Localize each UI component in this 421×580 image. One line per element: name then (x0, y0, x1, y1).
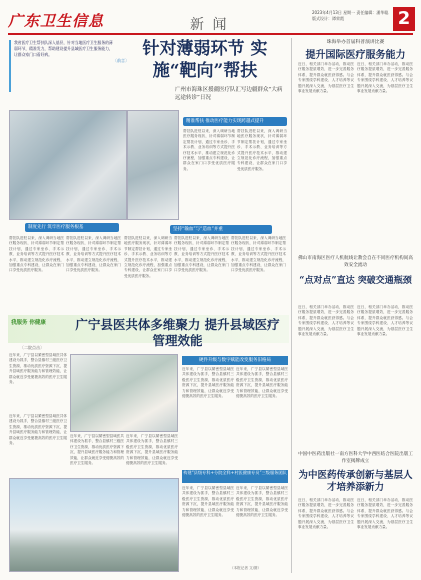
clinic-photo (127, 110, 179, 220)
right-body-col: 近日，相关部门举办活动，推动医疗服务提质增效，进一步完善服务体系，提升群众就医获得感。与会专家围绕学科建设、人才培养等议题开展深入交流，为基层医疗卫生事业发展贡献力量。 (357, 498, 413, 530)
lead-body-col: 帮扶队进驻以来，深入调研当地医疗服务现状，针对薄弱环节制定帮扶计划，通过专家坐诊、手术示教、业务培训等方式提升医疗技术水平，推动建立规范化诊疗流程，加强重点专科建设，让群众在家门口享受优质医疗服务。 (9, 236, 64, 273)
hospital-aerial-photo (9, 478, 179, 572)
band-tag: 我服务 你健康 (11, 320, 46, 326)
column-divider (291, 38, 292, 573)
lead-tag: 〔前言〕 (113, 58, 129, 63)
bottom-section-label-2: 构建“县级专科+分院全科+村医健康专员”三级服务团队 (182, 470, 288, 483)
right-kicker-2: 中国中医药出版社一南方医科大学中西医结合医院出版工作室揭牌成立 (298, 452, 413, 464)
right-headline-3: 为中医药传承创新与基层人才培养添新力 (298, 470, 413, 493)
bottom-body-col: 近年来，广宁县以紧密型县域医共体建设为抓手，整合县镇村三级医疗卫生资源，推动优质医疗资源下沉，提升县域医疗服务能力和管理效能，让群众就近享受便捷高效的医疗卫生服务。 (182, 367, 234, 399)
right-body-col: 近日，相关部门举办活动，推动医疗服务提质增效，进一步完善服务体系，提升群众就医获得感。与会专家围绕学科建设、人才培养等议题开展深入交流，为基层医疗卫生事业发展贡献力量。 (298, 498, 354, 530)
section-a-label: 制度先行 筑牢医疗服务根基 (25, 223, 119, 232)
right-kicker: 珠海举办首届科普演讲比赛 (326, 40, 385, 45)
medical-team-photo (9, 110, 127, 220)
right-body-col: 近日，相关部门举办活动，推动医疗服务提质增效，进一步完善服务体系，提升群众就医获得感。与会专家围绕学科建设、人才培养等议题开展深入交流，为基层医疗卫生事业发展贡献力量。 (298, 62, 354, 94)
right-body-col: 近日，相关部门举办活动，推动医疗服务提质增效，进一步完善服务体系，提升群众就医获得感。与会专家围绕学科建设、人才培养等议题开展深入交流，为基层医疗卫生事业发展贡献力量。 (357, 305, 413, 337)
lead-body-col: 帮扶队进驻以来，深入调研当地医疗服务现状，针对薄弱环节制定帮扶计划，通过专家坐诊、手术示教、业务培训等方式提升医疗技术水平，推动建立规范化诊疗流程，加强重点专科建设，让群众在家门口享受优质医疗服务。 (231, 236, 286, 273)
lead-headline: 针对薄弱环节 实施“靶向”帮扶 (142, 39, 268, 81)
bottom-body-col: 近年来，广宁县以紧密型县域医共体建设为抓手，整合县镇村三级医疗卫生资源，推动优质医疗资源下沉，提升县域医疗服务能力和管理效能，让群众就近享受便捷高效的医疗卫生服务。 (236, 486, 288, 518)
lead-body-col: 帮扶队进驻以来，深入调研当地医疗服务现状，针对薄弱环节制定帮扶计划，通过专家坐诊、手术示教、业务培训等方式提升医疗技术水平，推动建立规范化诊疗流程，加强重点专科建设，让群众在家门口享受优质医疗服务。 (174, 236, 229, 273)
section-c-label: 坚持“输血”与“造血”并重 (170, 225, 272, 234)
newspaper-logo: 广东卫生信息 (8, 12, 105, 30)
lead-intro: 我省医疗卫生帮扶队深入基层，针对当地医疗卫生服务的薄弱环节，精准发力，帮助建设提升县域医疗卫生服务能力，让群众家门口看好病。 (9, 40, 113, 92)
bottom-body-col: 近年来，广宁县以紧密型县域医共体建设为抓手，整合县镇村三级医疗卫生资源，推动优质医疗资源下沉，提升县域医疗服务能力和管理效能，让群众就近享受便捷高效的医疗卫生服务。 (9, 414, 67, 446)
bottom-body-col: 近年来，广宁县以紧密型县域医共体建设为抓手，整合县镇村三级医疗卫生资源，推动优质医疗资源下沉，提升县域医疗服务能力和管理效能，让群众就近享受便捷高效的医疗卫生服务。 (182, 486, 234, 518)
right-headline-2: “点对点”直达 突破交通瓶颈 (299, 276, 412, 286)
issue-meta: 2023年4月13日 星期一 责任编辑：潘华聪 版式设计：谭荣霞 (312, 10, 389, 21)
lead-body-col: 帮扶队进驻以来，深入调研当地医疗服务现状，针对薄弱环节制定帮扶计划，通过专家坐诊、手术示教、业务培训等方式提升医疗技术水平，推动建立规范化诊疗流程，加强重点专科建设，让群众在家门口享受优质医疗服务。 (183, 129, 235, 171)
bottom-headline: 广宁县医共体多维聚力 提升县域医疗管理效能 (75, 317, 280, 348)
section-title: 新 闻 (190, 17, 229, 33)
page-number-badge: 2 (393, 7, 415, 31)
right-body-col: 近日，相关部门举办活动，推动医疗服务提质增效，进一步完善服务体系，提升群众就医获得感。与会专家围绕学科建设、人才培养等议题开展深入交流，为基层医疗卫生事业发展贡献力量。 (298, 305, 354, 337)
bottom-body-col: 近年来，广宁县以紧密型县域医共体建设为抓手，整合县镇村三级医疗卫生资源，推动优质医疗资源下沉，提升县域医疗服务能力和管理效能，让群众就近享受便捷高效的医疗卫生服务。 (9, 353, 67, 385)
bottom-section-label-1: 硬件升级与数字赋能改变服务旧格局 (182, 356, 288, 365)
lead-body-col: 帮扶队进驻以来，深入调研当地医疗服务现状，针对薄弱环节制定帮扶计划，通过专家坐诊、手术示教、业务培训等方式提升医疗技术水平，推动建立规范化诊疗流程，加强重点专科建设，让群众在家门口享受优质医疗服务。 (66, 236, 121, 273)
bottom-body-col: 近年来，广宁县以紧密型县域医共体建设为抓手，整合县镇村三级医疗卫生资源，推动优质医疗资源下沉，提升县域医疗服务能力和管理效能，让群众就近享受便捷高效的医疗卫生服务。 (70, 434, 124, 466)
bottom-body-col: 近年来，广宁县以紧密型县域医共体建设为抓手，整合县镇村三级医疗卫生资源，推动优质医疗资源下沉，提升县域医疗服务能力和管理效能，让群众就近享受便捷高效的医疗卫生服务。 (236, 367, 288, 399)
right-headline-1: 提升国际医疗服务能力 (305, 50, 406, 61)
right-body-col: 近日，相关部门举办活动，推动医疗服务提质增效，进一步完善服务体系，提升群众就医获得感。与会专家围绕学科建设、人才培养等议题开展深入交流，为基层医疗卫生事业发展贡献力量。 (357, 62, 413, 94)
lead-subhead: 广州市海珠区援疆医疗队汇写边疆群众“大病远途转诊”日况 (175, 87, 283, 101)
band-author: 〔二院点击〕 (20, 345, 44, 350)
bottom-body-col: 近年来，广宁县以紧密型县域医共体建设为抓手，整合县镇村三级医疗卫生资源，推动优质医疗资源下沉，提升县域医疗服务能力和管理效能，让群众就近享受便捷高效的医疗卫生服务。 (126, 434, 178, 466)
lead-body-col: 帮扶队进驻以来，深入调研当地医疗服务现状，针对薄弱环节制定帮扶计划，通过专家坐诊、手术示教、业务培训等方式提升医疗技术水平，推动建立规范化诊疗流程，加强重点专科建设，让群众在家门口享受优质医疗服务。 (237, 129, 287, 171)
lead-body-col: 帮扶队进驻以来，深入调研当地医疗服务现状，针对薄弱环节制定帮扶计划，通过专家坐诊、手术示教、业务培训等方式提升医疗技术水平，推动建立规范化诊疗流程，加强重点专科建设，让群众在家门口享受优质医疗服务。 (124, 236, 172, 278)
masthead-rule (8, 33, 413, 35)
section-b-label: 精准帮扶 推动医疗能力实现跨越式提升 (183, 117, 287, 126)
byline: （本报记者 文/图） (230, 566, 262, 570)
right-caption: 佛山市南海区医疗人机航线让教会自在不同医疗机构间高效安全流动 (298, 256, 413, 268)
nurse-photo (70, 354, 178, 432)
